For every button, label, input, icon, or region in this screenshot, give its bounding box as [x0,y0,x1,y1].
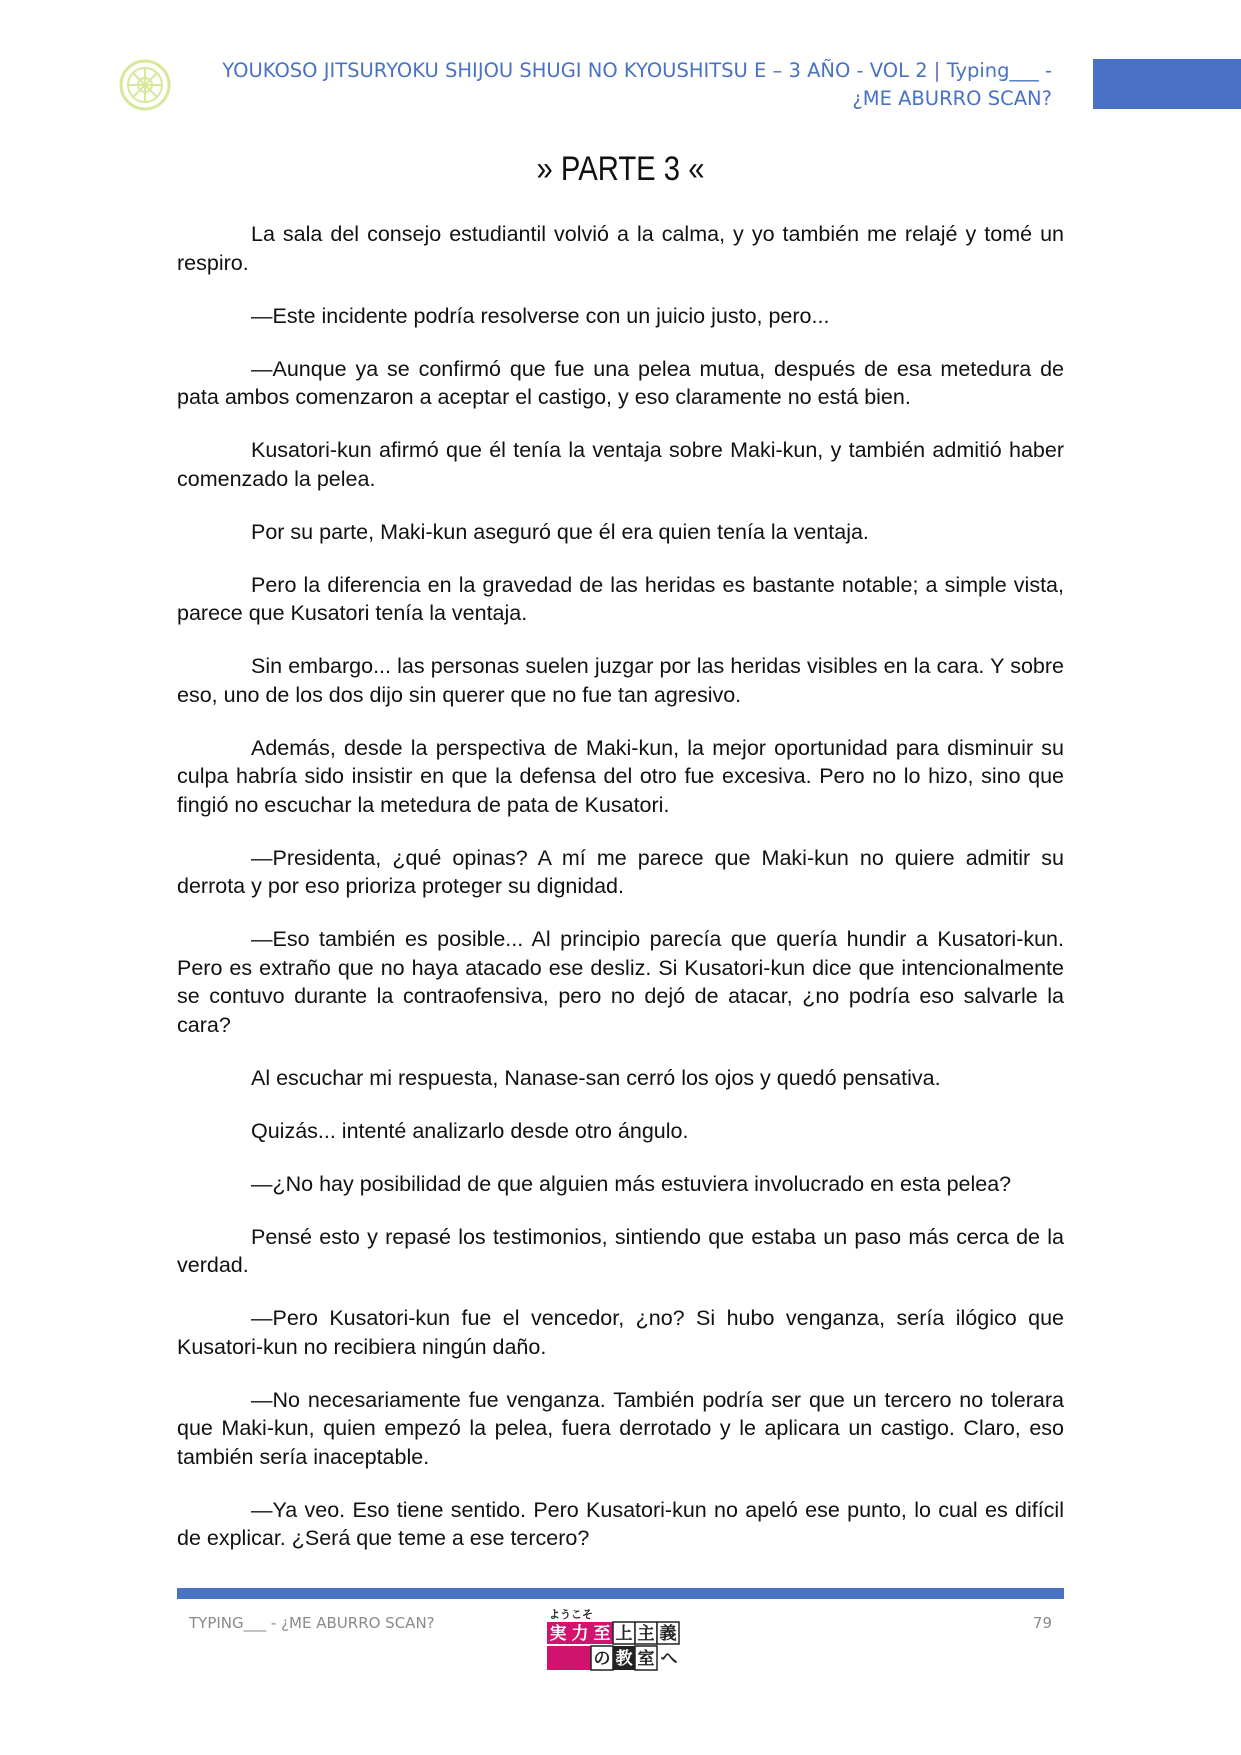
paragraph: Quizás... intenté analizarlo desde otro ángulo. [251,1118,689,1143]
header-accent-bar [1093,59,1241,109]
paragraph: —Pero Kusatori-kun fue el vencedor, ¿no? Si hubo venganza, sería ilógico que Kusatori-kun no recibiera ningún daño. [177,1306,1064,1359]
series-logo [545,1605,693,1675]
chapter-title: » PARTE 3 « [536,150,705,188]
logo-kanji: 教 [615,1649,633,1669]
footer-rule [177,1588,1064,1599]
paragraph: —No necesariamente fue venganza. También podría ser que un tercero no tolerara que Maki-kun, quien empezó la pelea, fuera derrotado y le aplicara un castigo. Claro, eso también sería inaceptable. [177,1387,1064,1469]
logo-kanji: 実 [549,1624,567,1644]
paragraph: —Eso también es posible... Al principio parecía que quería hundir a Kusatori-kun. Pero es extraño que no haya atacado ese desliz. Si Kusatori-kun dice que intencionalmente se contuvo durante la contraofensiva, pero no dejó de atacar, ¿no podría eso salvarle la cara? [177,927,1064,1037]
logo-kanji: 室 [637,1649,655,1669]
paragraph: Por su parte, Maki-kun aseguró que él era quien tenía la ventaja. [251,519,869,544]
body-text [177,220,1064,1577]
logo-kanji: 至 [593,1624,611,1644]
logo-kana: へ [660,1649,678,1669]
paragraph: —Ya veo. Eso tiene sentido. Pero Kusatori-kun no apeló ese punto, lo cual es difícil de explicar. ¿Será que teme a ese tercero? [177,1497,1064,1550]
paragraph: Sin embargo... las personas suelen juzgar por las heridas visibles en la cara. Y sobre eso, uno de los dos dijo sin querer que no fue tan agresivo. [177,654,1064,707]
paragraph: —Aunque ya se confirmó que fue una pelea mutua, después de esa metedura de pata ambos comenzaron a aceptar el castigo, y eso claramente no está bien. [177,356,1064,409]
paragraph: —Este incidente podría resolverse con un juicio justo, pero... [251,303,830,328]
logo-kanji: 義 [659,1624,677,1644]
logo-kana: の [593,1649,611,1669]
paragraph: Pero la diferencia en la gravedad de las heridas es bastante notable; a simple vista, parece que Kusatori tenía la ventaja. [177,572,1064,625]
header-title: YOUKOSO JITSURYOKU SHIJOU SHUGI NO KYOUSHITSU E – 3 AÑO - VOL 2 | Typing___ - ¿ME ABURRO SCAN? [222,59,1052,110]
paragraph: Al escuchar mi respuesta, Nanase-san cerró los ojos y quedó pensativa. [251,1065,941,1090]
page-number: 79 [1032,1614,1052,1632]
logo-bottom-row [547,1646,678,1670]
footer-credit: TYPING___ - ¿ME ABURRO SCAN? [189,1614,435,1632]
paragraph: —¿No hay posibilidad de que alguien más estuviera involucrado en esta pelea? [251,1171,1012,1196]
paragraph: Además, desde la perspectiva de Maki-kun, la mejor oportunidad para disminuir su culpa habría sido insistir en que la defensa del otro fue excesiva. Pero no lo hizo, sino que fingió no escuchar la metedura de pata de Kusatori. [177,735,1064,817]
logo-text-small: ようこそ [549,1608,593,1621]
paragraph: —Presidenta, ¿qué opinas? A mí me parece que Maki-kun no quiere admitir su derrota y por eso prioriza proteger su dignidad. [177,845,1064,898]
logo-kanji: 主 [637,1624,655,1644]
paragraph: La sala del consejo estudiantil volvió a la calma, y yo también me relajé y tomé un respiro. [177,222,1064,275]
paragraph: Pensé esto y repasé los testimonios, sintiendo que estaba un paso más cerca de la verdad. [177,1224,1064,1277]
logo-top-row [547,1622,679,1644]
paragraph: Kusatori-kun afirmó que él tenía la ventaja sobre Maki-kun, y también admitió haber comenzado la pelea. [177,438,1064,491]
green-emblem-icon [118,58,172,112]
logo-kanji: 上 [615,1624,633,1644]
logo-kanji: 力 [571,1624,589,1644]
